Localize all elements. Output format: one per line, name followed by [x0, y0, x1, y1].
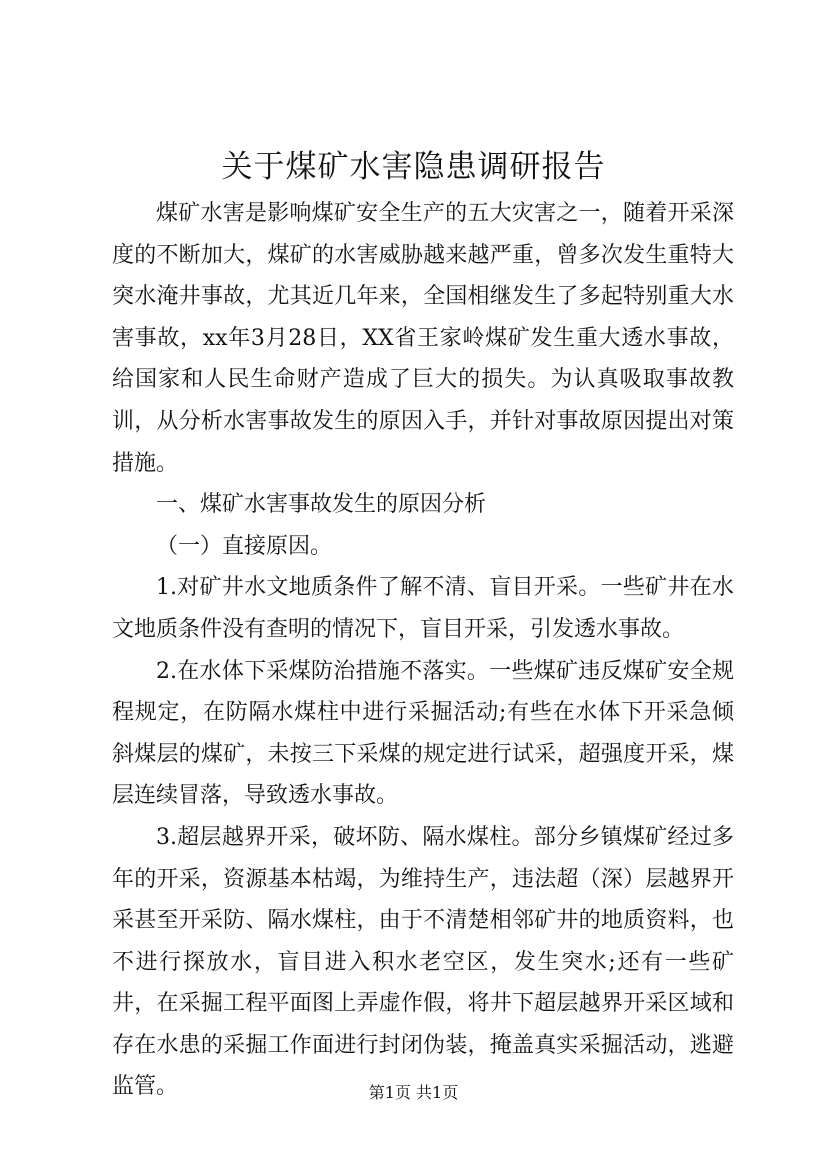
document-body [112, 193, 734, 1108]
paragraph-cause-3: 3.超层越界开采，破坏防、隔水煤柱。部分乡镇煤矿经过多年的开采，资源基本枯竭，为维持生产，违法超（深）层越界开采甚至开采防、隔水煤柱，由于不清楚相邻矿井的地质资料，也不进行探放水，盲目进入积水老空区，发生突水;还有一些矿井，在采掘工程平面图上弄虚作假，将井下超层越界开采区域和存在水患的采掘工作面进行封闭伪装，掩盖真实采掘活动，逃避监管。 [112, 824, 734, 1100]
paragraph-cause-1: 1.对矿井水文地质条件了解不清、盲目开采。一些矿井在水文地质条件没有查明的情况下，盲目开采，引发透水事故。 [112, 575, 734, 642]
paragraph-cause-2: 2.在水体下采煤防治措施不落实。一些煤矿违反煤矿安全规程规定，在防隔水煤柱中进行采掘活动;有些在水体下开采急倾斜煤层的煤矿，未按三下采煤的规定进行试采，超强度开采，煤层连续冒落，导致透水事故。 [112, 658, 734, 809]
section-heading-causes: 一、煤矿水害事故发生的原因分析 [156, 492, 487, 518]
document-title: 关于煤矿水害隐患调研报告 [221, 149, 606, 185]
page-footer: 第1页 共1页 [368, 1083, 459, 1102]
paragraph-intro: 煤矿水害是影响煤矿安全生产的五大灾害之一，随着开采深度的不断加大，煤矿的水害威胁越来越严重，曾多次发生重特大突水淹井事故，尤其近几年来，全国相继发生了多起特别重大水害事故，xx年3月28日，XX省王家岭煤矿发生重大透水事故，给国家和人民生命财产造成了巨大的损失。为认真吸取事故教训，从分析水害事故发生的原因入手，并针对事故原因提出对策措施。 [112, 201, 734, 476]
subsection-heading-direct-causes: （一）直接原因。 [156, 533, 333, 559]
